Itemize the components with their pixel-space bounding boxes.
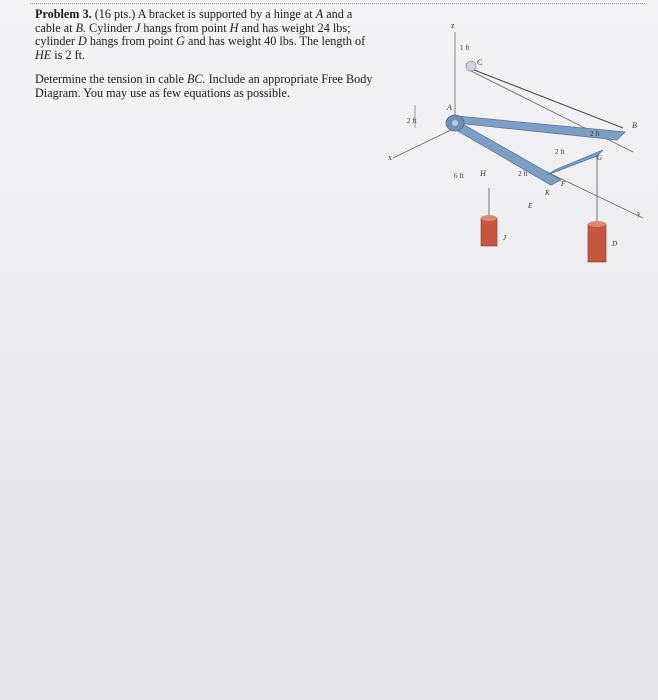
cylinder-j — [481, 218, 497, 246]
label-c: C — [477, 58, 483, 67]
label-j: J — [503, 234, 507, 242]
label-2ft-left: 2 ft — [407, 117, 417, 125]
cylinder-j-top — [481, 215, 497, 221]
x-axis — [393, 128, 455, 158]
label-g: G — [597, 154, 603, 162]
problem-paragraph-2: Determine the tension in cable BC. Include an appropriate Free Body Diagram. You may use as few equations as possible. — [35, 72, 373, 100]
label-z: z — [451, 21, 455, 30]
label-e: E — [528, 202, 533, 210]
label-2ft-mid: 2 ft — [518, 170, 528, 178]
label-1ft: 1 ft — [460, 44, 470, 52]
cylinder-d-top — [588, 221, 606, 227]
label-d: D — [612, 240, 618, 248]
page-edge-line — [30, 3, 645, 4]
label-a: A — [447, 103, 452, 112]
label-f: F — [561, 180, 566, 188]
label-h: H — [480, 169, 486, 178]
label-b: B — [632, 121, 637, 130]
label-y: y — [637, 210, 641, 218]
label-k: K — [545, 189, 550, 197]
upper-guide — [469, 70, 633, 152]
bracket-figure — [385, 10, 655, 275]
hinge-pin — [452, 120, 458, 126]
cylinder-d — [588, 224, 606, 262]
label-2ft-top: 2 ft — [590, 130, 600, 138]
anchor-c — [466, 61, 476, 71]
label-x: x — [388, 153, 392, 162]
label-2ft-right: 2 ft — [555, 148, 565, 156]
label-6ft: 6 ft — [454, 172, 464, 180]
problem-paragraph-1: Problem 3. (16 pts.) A bracket is supported by a hinge at A and a cable at B. Cylinder J hangs from point H and has weight 24 lbs; cylinder D hangs from point G and has weight 40 lbs. The length of HE is 2 ft. — [35, 7, 366, 62]
problem-statement — [35, 8, 380, 100]
problem-number: Problem 3. — [35, 7, 92, 21]
